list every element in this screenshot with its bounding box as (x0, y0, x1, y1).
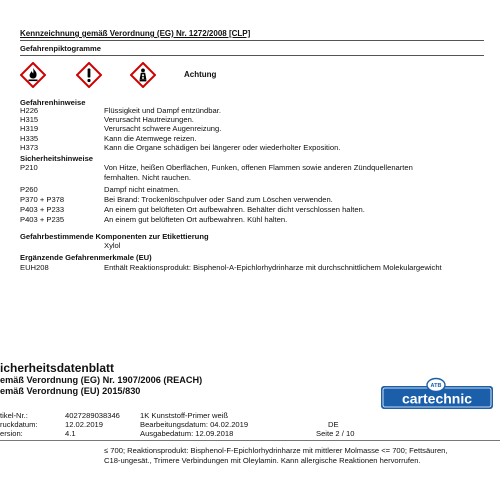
meta-detail: Bearbeitungsdatum: 04.02.2019 (140, 420, 249, 429)
additional-code: EUH208 (20, 263, 49, 272)
meta-value: 12.02.2019 (65, 420, 104, 429)
precaution-code: P260 (20, 185, 38, 194)
hazard-text: Verursacht Hautreizungen. (104, 115, 194, 124)
precaution-code: P403 + P235 (20, 215, 65, 224)
document-title: icherheitsdatenblatt (0, 361, 115, 375)
precaution-text-continued: fernhalten. Nicht rauchen. (104, 173, 191, 182)
meta-label: ruckdatum: (0, 420, 38, 429)
precaution-text: Von Hitze, heißen Oberflächen, Funken, offenen Flammen sowie anderen Zündquellenarten (104, 163, 413, 172)
meta-value: 4027289038346 (65, 411, 120, 420)
flame-icon (20, 62, 46, 88)
section-title: Kennzeichnung gemäß Verordnung (EG) Nr. 1272/2008 [CLP] (20, 29, 251, 38)
precaution-heading: Sicherheitshinweise (20, 154, 94, 163)
divider (20, 55, 484, 56)
pictograms-heading: Gefahrenpiktogramme (20, 44, 102, 53)
precaution-text: Dampf nicht einatmen. (104, 185, 180, 194)
precaution-code: P370 + P378 (20, 195, 65, 204)
hazard-code: H226 (20, 106, 39, 115)
precaution-code: P403 + P233 (20, 205, 65, 214)
continuation-text: ≤ 700; Reaktionsprodukt: Bisphenol-F-Epichlorhydrinharze mit mittlerer Molmasse <= 700; Fettsäuren, (104, 446, 448, 455)
cartechnic-logo (380, 376, 494, 411)
precaution-text: An einem gut belüfteten Ort aufbewahren. Kühl halten. (104, 215, 288, 224)
logo-text: cartechnic (401, 390, 473, 407)
hazard-heading: Gefahrenhinweise (20, 98, 86, 107)
additional-heading: Ergänzende Gefahrenmerkmale (EU) (20, 253, 152, 262)
divider (20, 40, 484, 41)
hazard-code: H373 (20, 143, 39, 152)
exclamation-mark-icon (76, 62, 102, 88)
divider (0, 440, 500, 441)
meta-value: 4.1 (65, 429, 76, 438)
hazard-code: H319 (20, 124, 39, 133)
meta-label: tikel-Nr.: (0, 411, 28, 420)
hazard-text: Kann die Atemwege reizen. (104, 134, 197, 143)
logo-badge: ATB (430, 383, 442, 390)
additional-text: Enthält Reaktionsprodukt: Bisphenol-A-Epichlorhydrinharze mit durchschnittlichem Molekulargewicht (104, 263, 442, 272)
signal-word: Achtung (184, 70, 217, 79)
regulation-line: emäß Verordnung (EU) 2015/830 (0, 386, 141, 396)
hazard-code: H315 (20, 115, 39, 124)
page-number: Seite 2 / 10 (316, 429, 355, 438)
components-heading: Gefahrbestimmende Komponenten zur Etikettierung (20, 232, 209, 241)
hazard-code: H335 (20, 134, 39, 143)
precaution-text: Bei Brand: Trockenlöschpulver oder Sand zum Löschen verwenden. (104, 195, 333, 204)
regulation-line: emäß Verordnung (EG) Nr. 1907/2006 (REACH) (0, 375, 203, 385)
precaution-code: P210 (20, 163, 38, 172)
hazard-text: Flüssigkeit und Dampf entzündbar. (104, 106, 221, 115)
hazard-text: Kann die Organe schädigen bei längerer oder wiederholter Exposition. (104, 143, 341, 152)
health-hazard-icon (130, 62, 156, 88)
components-value: Xylol (104, 241, 121, 250)
hazard-text: Verursacht schwere Augenreizung. (104, 124, 222, 133)
continuation-text: C18-ungesät., Trimere Verbindungen mit Oleylamin. Kann allergische Reaktionen hervorrufen. (104, 456, 421, 465)
cartechnic-logo-graphic (380, 376, 494, 411)
country-code: DE (328, 420, 339, 429)
precaution-text: An einem gut belüfteten Ort aufbewahren. Behälter dicht verschlossen halten. (104, 205, 365, 214)
meta-detail: 1K Kunststoff-Primer weiß (140, 411, 229, 420)
meta-label: ersion: (0, 429, 23, 438)
meta-detail: Ausgabedatum: 12.09.2018 (140, 429, 234, 438)
